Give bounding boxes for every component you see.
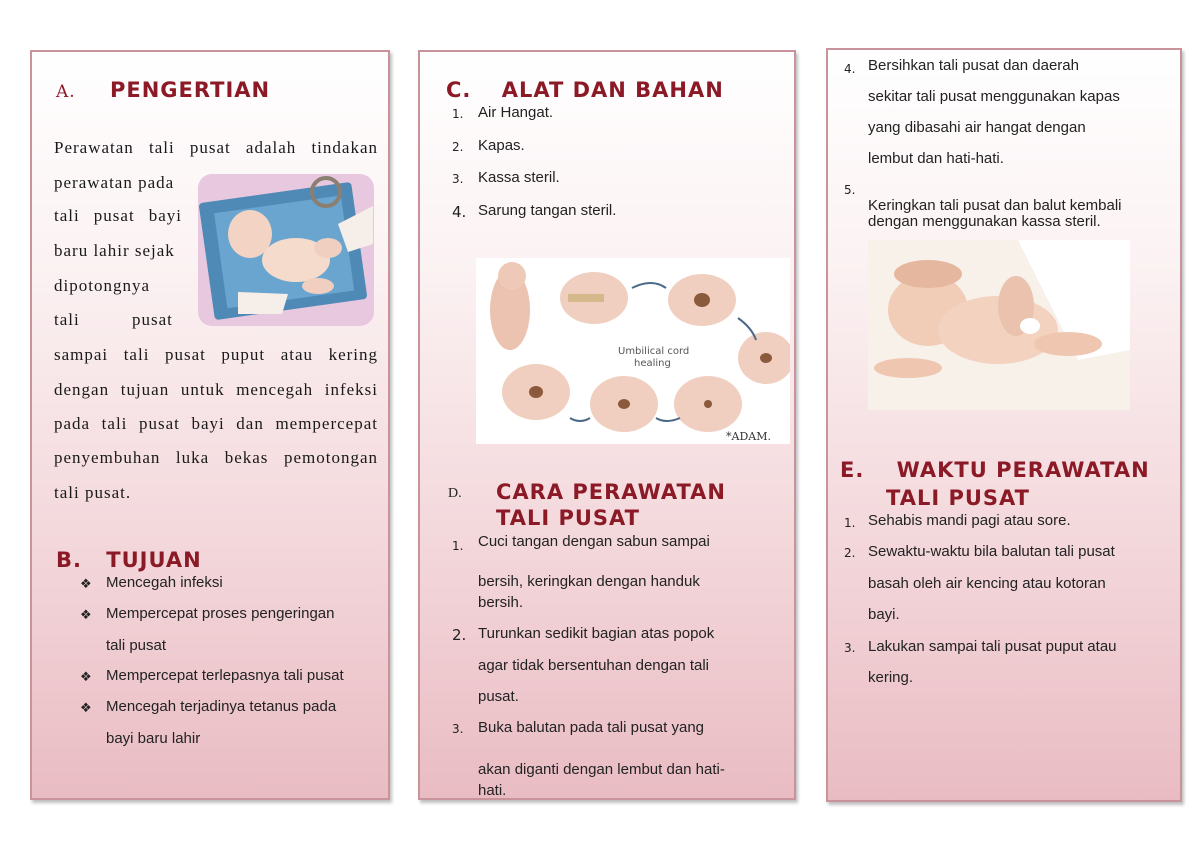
waktu-item-2-cont: basah oleh air kencing atau kotoran: [868, 575, 1106, 592]
cara-step-4-cont2: yang dibasahi air hangat dengan: [868, 119, 1086, 136]
baby-care-illustration: [198, 174, 374, 326]
tujuan-item-4-cont: bayi baru lahir: [106, 730, 201, 747]
cara-step-5-cont: dengan menggunakan kassa steril.: [868, 213, 1101, 230]
list-number: 2.: [844, 546, 856, 560]
diamond-bullet-icon: ❖: [80, 577, 92, 592]
tujuan-item-2-cont: tali pusat: [106, 637, 167, 654]
cara-step-4: Bersihkan tali pusat dan daerah: [868, 57, 1079, 74]
cara-step-2: Turunkan sedikit bagian atas popok: [478, 625, 715, 642]
intro-line: Perawatan tali pusat adalah tindakan: [54, 138, 378, 157]
cara-step-1: Cuci tangan dengan sabun sampai: [478, 533, 710, 550]
alat-item-2: Kapas.: [478, 137, 525, 154]
alat-item-4: Sarung tangan steril.: [478, 202, 617, 219]
wrap-line-2: tali pusat bayi: [54, 206, 182, 225]
wrap-line-4: dipotongnya: [54, 276, 150, 295]
list-number: 1.: [452, 107, 464, 121]
list-number: 1.: [452, 539, 464, 553]
panel-alat-cara: [418, 50, 796, 800]
diamond-bullet-icon: ❖: [80, 670, 92, 685]
wrap-line-1: perawatan pada: [54, 173, 175, 192]
tujuan-item-3: Mempercepat terlepasnya tali pusat: [106, 667, 344, 684]
adam-credit: *ADAM.: [726, 430, 771, 443]
cara-step-2-cont: agar tidak bersentuhan dengan tali: [478, 657, 710, 674]
list-number: 3.: [452, 172, 464, 186]
alat-item-1: Air Hangat.: [478, 104, 554, 121]
baby-cord-care-photo: [868, 240, 1130, 410]
alat-item-3: Kassa steril.: [478, 169, 560, 186]
section-a-heading: A. PENGERTIAN: [56, 78, 271, 102]
panel-pengertian-tujuan: [30, 50, 390, 800]
cara-step-4-cont3: lembut dan hati-hati.: [868, 150, 1004, 167]
cara-step-3-cont2: hati.: [478, 782, 507, 799]
list-number: 5.: [844, 183, 856, 197]
waktu-item-2-cont2: bayi.: [868, 606, 900, 623]
cara-step-1-cont: bersih, keringkan dengan handuk: [478, 573, 700, 590]
body-line-2: dengan tujuan untuk mencegah infeksi: [54, 380, 378, 399]
body-line-4: penyembuhan luka bekas pemotongan: [54, 448, 378, 467]
waktu-item-3-cont: kering.: [868, 669, 914, 686]
list-number: 3.: [452, 722, 464, 736]
section-c-heading: C. ALAT DAN BAHAN: [446, 78, 724, 102]
section-d-heading: CARA PERAWATAN: [496, 480, 726, 504]
waktu-item-3: Lakukan sampai tali pusat puput atau: [868, 638, 1117, 655]
tujuan-item-2: Mempercepat proses pengeringan: [106, 605, 335, 622]
section-d-heading-2: TALI PUSAT: [496, 506, 640, 530]
tujuan-item-1: Mencegah infeksi: [106, 574, 223, 591]
diagram-label: Umbilical cord: [618, 346, 690, 357]
waktu-item-1: Sehabis mandi pagi atau sore.: [868, 512, 1071, 529]
list-number: 3.: [844, 641, 856, 655]
body-line-5: tali pusat.: [54, 483, 132, 502]
list-number: 4.: [844, 62, 856, 76]
diamond-bullet-icon: ❖: [80, 608, 92, 623]
list-number: 4.: [452, 203, 467, 221]
umbilical-healing-diagram: [476, 258, 790, 444]
waktu-item-2: Sewaktu-waktu bila balutan tali pusat: [868, 543, 1115, 560]
body-line-1: sampai tali pusat puput atau kering: [54, 345, 378, 364]
list-number: 2.: [452, 626, 467, 644]
cara-step-4-cont: sekitar tali pusat menggunakan kapas: [868, 88, 1120, 105]
tujuan-item-4: Mencegah terjadinya tetanus pada: [106, 698, 337, 715]
panel-lanjutan-waktu: [826, 48, 1182, 802]
body-line-3: pada tali pusat bayi dan mempercepat: [54, 414, 378, 433]
list-number: 1.: [844, 516, 856, 530]
section-d-letter: D.: [448, 486, 462, 501]
cara-step-3: Buka balutan pada tali pusat yang: [478, 719, 705, 736]
wrap-line-3: baru lahir sejak: [54, 241, 175, 260]
diagram-label-2: healing: [634, 358, 671, 369]
cara-step-5: Keringkan tali pusat dan balut kembali: [868, 197, 1122, 214]
cara-step-1-cont2: bersih.: [478, 594, 524, 611]
cara-step-2-cont2: pusat.: [478, 688, 519, 705]
list-number: 2.: [452, 140, 464, 154]
wrap-split-right: pusat: [132, 310, 173, 329]
section-e-heading-2: TALI PUSAT: [886, 486, 1030, 510]
section-b-heading: B. TUJUAN: [56, 548, 202, 572]
cara-step-3-cont: akan diganti dengan lembut dan hati-: [478, 761, 725, 778]
wrap-split-left: tali: [54, 310, 80, 329]
diamond-bullet-icon: ❖: [80, 701, 92, 716]
section-e-heading: E. WAKTU PERAWATAN: [840, 458, 1150, 482]
